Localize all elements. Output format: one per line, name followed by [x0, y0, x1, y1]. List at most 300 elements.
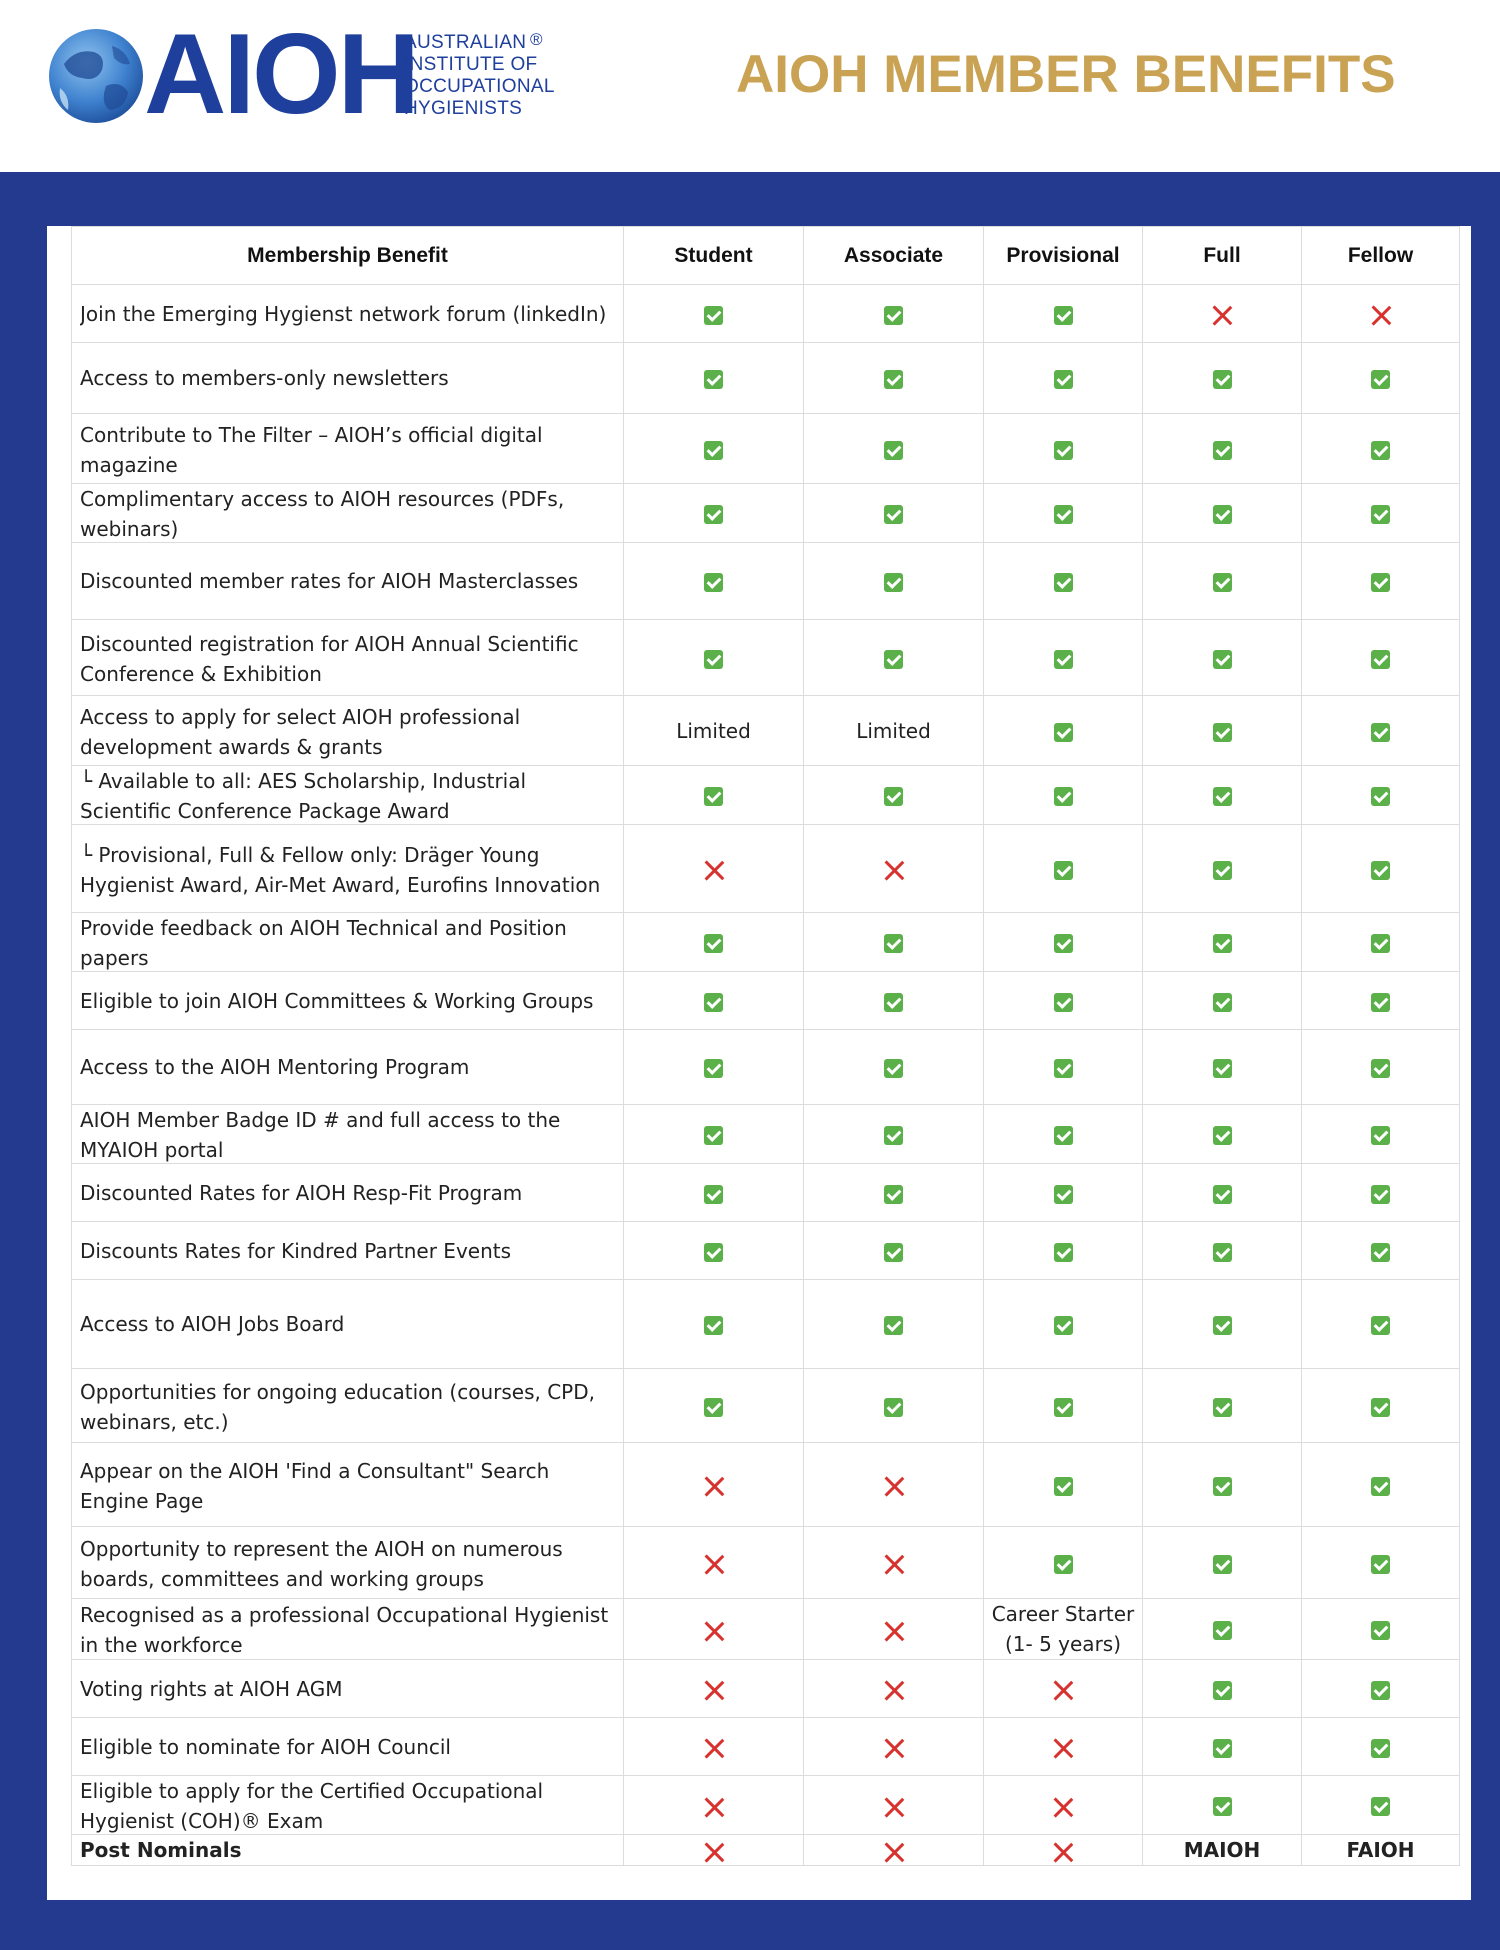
logo-wordmark: AIOH	[144, 11, 417, 138]
check-icon	[1371, 650, 1390, 669]
benefit-cell	[72, 1280, 624, 1369]
check-icon	[1371, 505, 1390, 524]
status-cell	[1143, 1369, 1302, 1443]
status-cell	[624, 1222, 804, 1280]
check-icon	[704, 787, 723, 806]
benefit-cell	[72, 1718, 624, 1776]
benefit-text: Discounted Rates for AIOH Resp-Fit Program	[80, 1180, 523, 1205]
status-cell	[1143, 913, 1302, 972]
status-cell	[1143, 825, 1302, 913]
status-cell	[804, 913, 984, 972]
check-icon	[1054, 441, 1073, 460]
status-cell	[984, 543, 1143, 620]
status-cell	[804, 1660, 984, 1718]
benefit-cell	[72, 1443, 624, 1527]
table-row	[72, 825, 1460, 913]
status-cell	[1302, 1599, 1460, 1660]
check-icon	[1371, 370, 1390, 389]
status-cell	[984, 1280, 1143, 1369]
check-icon	[1213, 1126, 1232, 1145]
benefit-text: Opportunities for ongoing education (courses, CPD, webinars, etc.)	[80, 1379, 595, 1434]
table-row	[72, 1776, 1460, 1835]
table-row	[72, 913, 1460, 972]
benefit-cell	[72, 825, 624, 913]
check-icon	[884, 306, 903, 325]
status-cell	[624, 1660, 804, 1718]
check-icon	[884, 1316, 903, 1335]
check-icon	[1371, 1555, 1390, 1574]
status-cell	[624, 414, 804, 484]
table-row	[72, 1527, 1460, 1599]
check-icon	[1213, 1797, 1232, 1816]
check-icon	[1054, 723, 1073, 742]
check-icon	[1054, 1555, 1073, 1574]
check-icon	[1213, 370, 1232, 389]
check-icon	[704, 306, 723, 325]
status-cell	[624, 1030, 804, 1105]
table-row	[72, 1030, 1460, 1105]
status-cell	[1302, 766, 1460, 825]
status-cell	[1302, 1105, 1460, 1164]
status-cell	[1143, 1222, 1302, 1280]
status-cell	[1302, 414, 1460, 484]
cross-icon	[883, 1475, 905, 1497]
check-icon	[704, 441, 723, 460]
status-cell	[984, 1835, 1143, 1866]
check-icon	[1371, 1681, 1390, 1700]
status-cell	[624, 620, 804, 696]
check-icon	[1054, 861, 1073, 880]
status-cell	[1302, 1369, 1460, 1443]
status-cell	[804, 825, 984, 913]
status-cell	[1143, 414, 1302, 484]
check-icon	[704, 370, 723, 389]
status-cell	[804, 1776, 984, 1835]
status-cell	[984, 1105, 1143, 1164]
check-icon	[884, 1185, 903, 1204]
cross-icon	[1052, 1737, 1074, 1759]
status-cell	[624, 1527, 804, 1599]
check-icon	[884, 370, 903, 389]
check-icon	[1213, 441, 1232, 460]
cross-icon	[883, 1553, 905, 1575]
check-icon	[1371, 723, 1390, 742]
registered-mark: ®	[530, 30, 543, 49]
check-icon	[1213, 934, 1232, 953]
check-icon	[1054, 1185, 1073, 1204]
cross-icon	[883, 1679, 905, 1701]
status-cell	[984, 1164, 1143, 1222]
status-cell	[1302, 1030, 1460, 1105]
table-row	[72, 414, 1460, 484]
status-cell	[804, 766, 984, 825]
status-cell	[984, 1222, 1143, 1280]
check-icon	[884, 650, 903, 669]
column-header-associate: Associate	[804, 227, 984, 285]
status-cell	[984, 343, 1143, 414]
benefit-text: Appear on the AIOH 'Find a Consultant" Search Engine Page	[80, 1458, 550, 1513]
benefit-cell	[72, 1164, 624, 1222]
benefit-cell	[72, 1105, 624, 1164]
benefit-text: Discounted registration for AIOH Annual Scientific Conference & Exhibition	[80, 631, 579, 686]
cross-icon	[703, 1620, 725, 1642]
status-cell	[804, 972, 984, 1030]
status-cell	[984, 1718, 1143, 1776]
status-cell	[624, 1599, 804, 1660]
table-row	[72, 543, 1460, 620]
check-icon	[1213, 1243, 1232, 1262]
check-icon	[1054, 1126, 1073, 1145]
benefit-cell	[72, 1222, 624, 1280]
check-icon	[1054, 993, 1073, 1012]
table-row	[72, 1443, 1460, 1527]
check-icon	[1371, 1243, 1390, 1262]
cross-icon	[883, 1620, 905, 1642]
benefit-text: └ Provisional, Full & Fellow only: Dräger Young Hygienist Award, Air-Met Award, Eurofins Innovation	[80, 842, 601, 897]
check-icon	[884, 1059, 903, 1078]
status-cell	[984, 1776, 1143, 1835]
benefits-card	[47, 226, 1471, 1900]
status-cell	[1302, 1280, 1460, 1369]
check-icon	[1213, 787, 1232, 806]
check-icon	[704, 505, 723, 524]
status-cell	[1143, 543, 1302, 620]
benefit-cell	[72, 414, 624, 484]
status-cell	[984, 1443, 1143, 1527]
check-icon	[884, 1126, 903, 1145]
status-cell	[1143, 1443, 1302, 1527]
check-icon	[704, 1243, 723, 1262]
cross-icon	[703, 1737, 725, 1759]
benefit-cell	[72, 343, 624, 414]
table-row	[72, 285, 1460, 343]
check-icon	[1054, 1059, 1073, 1078]
status-cell	[1143, 972, 1302, 1030]
check-icon	[1371, 787, 1390, 806]
cross-icon	[1052, 1841, 1074, 1863]
check-icon	[884, 1398, 903, 1417]
table-row	[72, 1718, 1460, 1776]
status-cell	[624, 913, 804, 972]
check-icon	[884, 573, 903, 592]
check-icon	[1054, 505, 1073, 524]
benefit-text: Contribute to The Filter – AIOH’s official digital magazine	[80, 422, 543, 477]
table-header-row	[72, 227, 1460, 285]
check-icon	[1371, 441, 1390, 460]
check-icon	[1213, 1681, 1232, 1700]
status-cell	[1143, 1280, 1302, 1369]
benefit-text: Discounted member rates for AIOH Masterclasses	[80, 569, 579, 593]
benefit-cell	[72, 1369, 624, 1443]
status-cell	[1143, 484, 1302, 543]
check-icon	[1213, 573, 1232, 592]
cross-icon	[703, 1553, 725, 1575]
table-row	[72, 1105, 1460, 1164]
check-icon	[1371, 1621, 1390, 1640]
aioh-logo	[46, 11, 566, 138]
check-icon	[1371, 1398, 1390, 1417]
benefit-cell	[72, 972, 624, 1030]
table-row	[72, 1280, 1460, 1369]
check-icon	[884, 441, 903, 460]
table-row	[72, 620, 1460, 696]
column-header-student: Student	[624, 227, 804, 285]
status-cell	[1143, 1164, 1302, 1222]
status-cell	[984, 766, 1143, 825]
check-icon	[1371, 1477, 1390, 1496]
status-cell	[804, 343, 984, 414]
benefit-cell	[72, 696, 624, 766]
value-cell: Limited	[624, 696, 804, 766]
check-icon	[1213, 1621, 1232, 1640]
check-icon	[1371, 1316, 1390, 1335]
status-cell	[984, 285, 1143, 343]
benefits-table	[71, 226, 1460, 1866]
cross-icon	[703, 1475, 725, 1497]
check-icon	[704, 934, 723, 953]
status-cell	[1143, 620, 1302, 696]
status-cell	[804, 1527, 984, 1599]
status-cell	[624, 1718, 804, 1776]
benefit-cell	[72, 913, 624, 972]
status-cell	[1143, 285, 1302, 343]
cross-icon	[1370, 304, 1392, 326]
status-cell	[804, 1718, 984, 1776]
check-icon	[1213, 861, 1232, 880]
page-header	[0, 0, 1500, 172]
check-icon	[1213, 505, 1232, 524]
status-cell	[1302, 972, 1460, 1030]
status-cell	[984, 414, 1143, 484]
benefit-text: Eligible to apply for the Certified Occupational Hygienist (COH)® Exam	[80, 1779, 544, 1833]
status-cell	[804, 484, 984, 543]
table-row	[72, 1369, 1460, 1443]
benefit-text: Access to apply for select AIOH professional development awards & grants	[80, 704, 521, 759]
check-icon	[1371, 1059, 1390, 1078]
check-icon	[1371, 1126, 1390, 1145]
value-cell: FAIOH	[1302, 1835, 1460, 1866]
status-cell	[804, 1222, 984, 1280]
table-row	[72, 1835, 1460, 1866]
benefit-text: Provide feedback on AIOH Technical and Position papers	[80, 916, 567, 970]
benefit-cell	[72, 543, 624, 620]
logo-subtitle-line: HYGIENISTS	[404, 98, 523, 119]
cross-icon	[703, 1679, 725, 1701]
check-icon	[1213, 1059, 1232, 1078]
status-cell	[1143, 1718, 1302, 1776]
logo-subtitle-line: OCCUPATIONAL	[404, 76, 555, 97]
status-cell	[1302, 484, 1460, 543]
globe-icon	[46, 26, 146, 126]
benefit-text: Discounts Rates for Kindred Partner Events	[80, 1238, 512, 1263]
status-cell	[984, 1660, 1143, 1718]
status-cell	[624, 1776, 804, 1835]
status-cell	[984, 484, 1143, 543]
check-icon	[1213, 650, 1232, 669]
check-icon	[1371, 573, 1390, 592]
check-icon	[704, 1398, 723, 1417]
check-icon	[1213, 1477, 1232, 1496]
status-cell	[1302, 1660, 1460, 1718]
check-icon	[1213, 1739, 1232, 1758]
logo-subtitle-line: AUSTRALIAN	[404, 32, 527, 53]
benefit-text: Voting rights at AIOH AGM	[80, 1676, 343, 1701]
table-row	[72, 1660, 1460, 1718]
cross-icon	[1211, 304, 1233, 326]
check-icon	[1054, 787, 1073, 806]
cross-icon	[703, 1841, 725, 1863]
benefit-cell	[72, 1835, 624, 1866]
check-icon	[1371, 993, 1390, 1012]
status-cell	[984, 825, 1143, 913]
benefit-text: Opportunity to represent the AIOH on numerous boards, committees and working groups	[80, 1536, 563, 1591]
status-cell	[624, 343, 804, 414]
status-cell	[1302, 1164, 1460, 1222]
benefit-text: └ Available to all: AES Scholarship, Industrial Scientific Conference Package Award	[80, 769, 527, 823]
status-cell	[1143, 1030, 1302, 1105]
check-icon	[884, 1243, 903, 1262]
check-icon	[1371, 1185, 1390, 1204]
status-cell	[804, 543, 984, 620]
status-cell	[624, 972, 804, 1030]
benefit-cell	[72, 620, 624, 696]
table-body	[72, 285, 1460, 1866]
check-icon	[1054, 1316, 1073, 1335]
status-cell	[1143, 1105, 1302, 1164]
status-cell	[1302, 620, 1460, 696]
status-cell	[624, 543, 804, 620]
check-icon	[1054, 1243, 1073, 1262]
column-header-provisional: Provisional	[984, 227, 1143, 285]
status-cell	[804, 414, 984, 484]
benefit-text: Complimentary access to AIOH resources (PDFs, webinars)	[80, 487, 565, 541]
table-row	[72, 1222, 1460, 1280]
status-cell	[1302, 343, 1460, 414]
check-icon	[1213, 723, 1232, 742]
status-cell	[804, 1105, 984, 1164]
benefit-text: Eligible to join AIOH Committees & Working Groups	[80, 988, 594, 1013]
check-icon	[704, 573, 723, 592]
status-cell	[624, 1835, 804, 1866]
status-cell	[1302, 285, 1460, 343]
check-icon	[1054, 306, 1073, 325]
check-icon	[884, 787, 903, 806]
check-icon	[1054, 650, 1073, 669]
check-icon	[1213, 1316, 1232, 1335]
value-cell: MAIOH	[1143, 1835, 1302, 1866]
check-icon	[704, 650, 723, 669]
status-cell	[804, 1599, 984, 1660]
benefit-text: AIOH Member Badge ID # and full access to the MYAIOH portal	[80, 1108, 561, 1162]
status-cell	[804, 285, 984, 343]
benefit-text: Access to members-only newsletters	[80, 366, 449, 390]
cross-icon	[1052, 1679, 1074, 1701]
check-icon	[1213, 1185, 1232, 1204]
status-cell	[1302, 1443, 1460, 1527]
benefit-cell	[72, 1527, 624, 1599]
status-cell	[804, 1030, 984, 1105]
check-icon	[704, 1059, 723, 1078]
check-icon	[1371, 1797, 1390, 1816]
status-cell	[1302, 1718, 1460, 1776]
status-cell	[1143, 1599, 1302, 1660]
status-cell	[1143, 343, 1302, 414]
benefit-text: Join the Emerging Hygienst network forum (linkedIn)	[80, 301, 607, 326]
check-icon	[1054, 1477, 1073, 1496]
benefit-text: Eligible to nominate for AIOH Council	[80, 1734, 451, 1759]
cross-icon	[703, 859, 725, 881]
benefit-cell	[72, 1599, 624, 1660]
page-title: AIOH MEMBER BENEFITS	[736, 45, 1396, 104]
cross-icon	[883, 1737, 905, 1759]
table-row	[72, 343, 1460, 414]
table-row	[72, 766, 1460, 825]
status-cell	[804, 1443, 984, 1527]
cross-icon	[703, 1796, 725, 1818]
check-icon	[1054, 934, 1073, 953]
check-icon	[1054, 573, 1073, 592]
status-cell	[984, 696, 1143, 766]
check-icon	[1213, 1555, 1232, 1574]
check-icon	[1054, 370, 1073, 389]
check-icon	[1054, 1398, 1073, 1417]
benefit-cell	[72, 484, 624, 543]
status-cell	[984, 1527, 1143, 1599]
check-icon	[1213, 1398, 1232, 1417]
benefit-text: Access to the AIOH Mentoring Program	[80, 1055, 470, 1079]
status-cell	[984, 1369, 1143, 1443]
value-cell: Career Starter (1- 5 years)	[984, 1599, 1143, 1660]
status-cell	[624, 285, 804, 343]
check-icon	[1371, 934, 1390, 953]
status-cell	[1302, 696, 1460, 766]
status-cell	[1302, 825, 1460, 913]
check-icon	[704, 1316, 723, 1335]
status-cell	[1302, 1222, 1460, 1280]
benefit-text: Post Nominals	[80, 1838, 242, 1862]
check-icon	[704, 1185, 723, 1204]
table-row	[72, 1164, 1460, 1222]
check-icon	[1371, 1739, 1390, 1758]
benefit-cell	[72, 285, 624, 343]
benefit-cell	[72, 1030, 624, 1105]
check-icon	[884, 505, 903, 524]
table-row	[72, 972, 1460, 1030]
status-cell	[984, 1030, 1143, 1105]
status-cell	[624, 1369, 804, 1443]
check-icon	[884, 993, 903, 1012]
status-cell	[1302, 543, 1460, 620]
cross-icon	[883, 859, 905, 881]
cross-icon	[883, 1796, 905, 1818]
cross-icon	[1052, 1796, 1074, 1818]
check-icon	[1213, 993, 1232, 1012]
status-cell	[804, 1164, 984, 1222]
status-cell	[804, 620, 984, 696]
check-icon	[704, 1126, 723, 1145]
status-cell	[1143, 1527, 1302, 1599]
status-cell	[984, 913, 1143, 972]
status-cell	[804, 1835, 984, 1866]
column-header-full: Full	[1143, 227, 1302, 285]
table-row	[72, 1599, 1460, 1660]
status-cell	[804, 1280, 984, 1369]
column-header-benefit: Membership Benefit	[72, 227, 624, 285]
column-header-fellow: Fellow	[1302, 227, 1460, 285]
logo-subtitle-line: INSTITUTE OF	[404, 54, 538, 75]
status-cell	[624, 484, 804, 543]
status-cell	[984, 972, 1143, 1030]
